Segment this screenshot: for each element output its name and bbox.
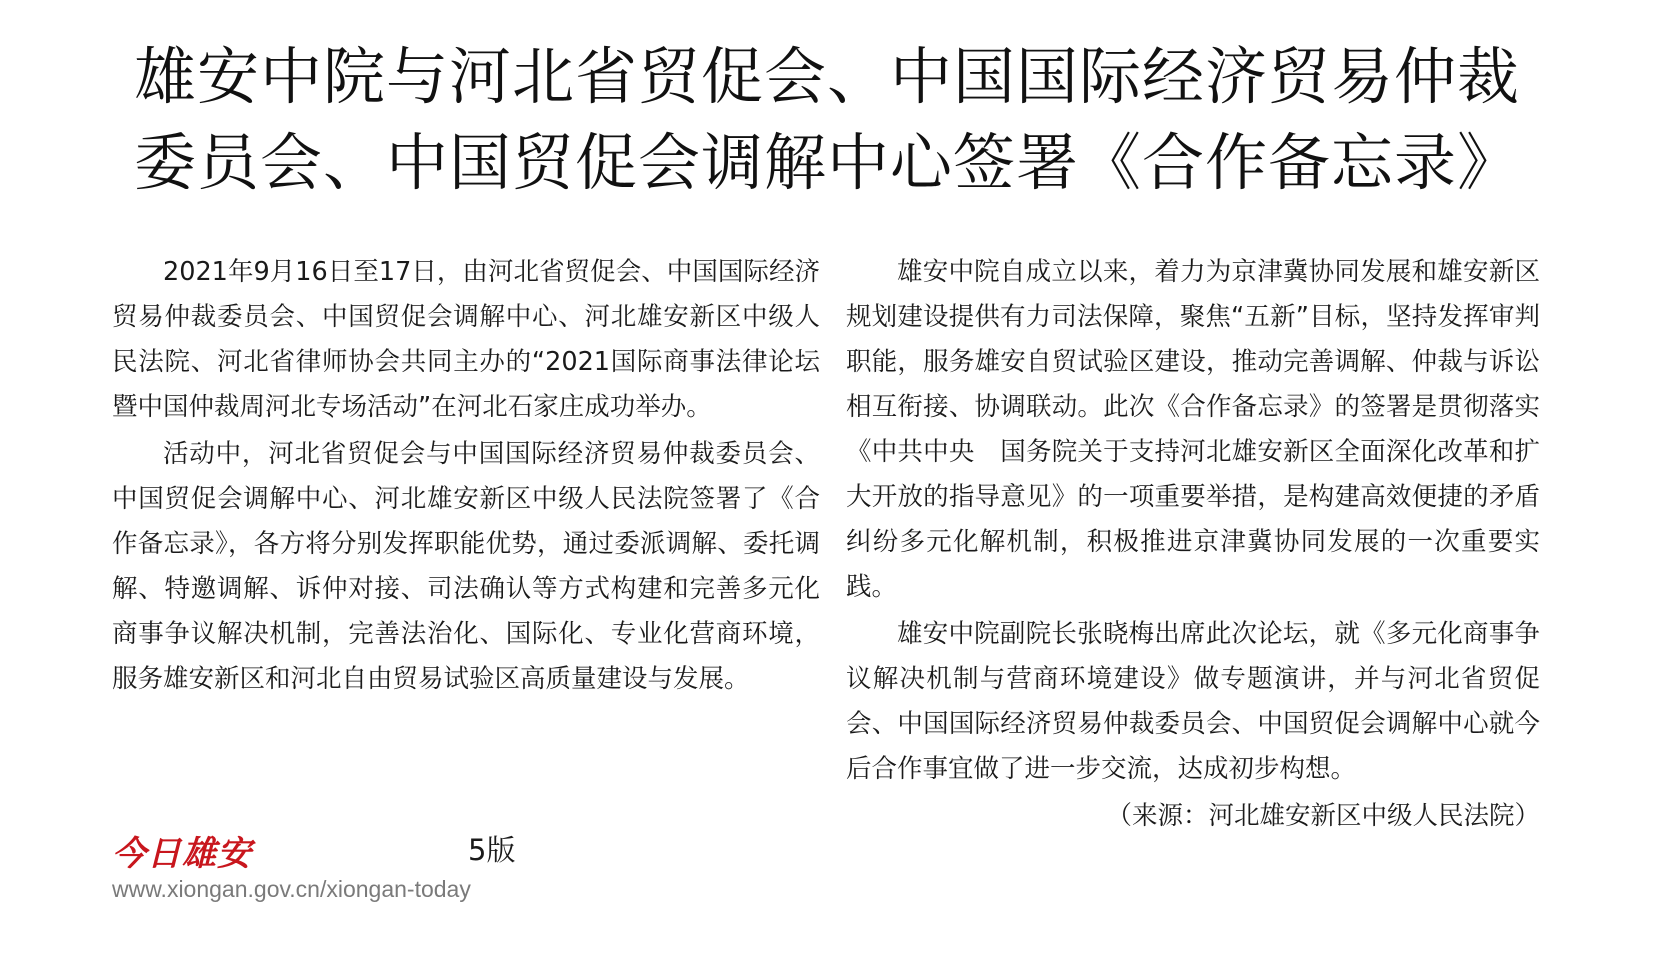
article-column-left xyxy=(112,250,820,704)
article-title-line-1: 雄安中院与河北省贸促会、中国国际经济贸易仲裁 xyxy=(133,40,1520,113)
site-url: www.xiongan.gov.cn/xiongan-today xyxy=(112,876,471,902)
article-column-right xyxy=(846,250,1540,841)
article-paragraph: 雄安中院自成立以来，着力为京津冀协同发展和雄安新区规划建设提供有力司法保障，聚焦“五新”目标，坚持发挥审判职能，服务雄安自贸试验区建设，推动完善调解、仲裁与诉讼相互衔接、协调联动。此次《合作备忘录》的签署是贯彻落实《中共中央 国务院关于支持河北雄安新区全面深化改革和扩大开放的指导意见》的一项重要举措，是构建高效便捷的矛盾纠纷多元化解机制，积极推进京津冀协同发展的一次重要实践。 xyxy=(846,257,1540,602)
article-source: （来源：河北雄安新区中级人民法院） xyxy=(1106,801,1540,831)
article-paragraph: 雄安中院副院长张晓梅出席此次论坛，就《多元化商事争议解决机制与营商环境建设》做专题演讲，并与河北省贸促会、中国国际经济贸易仲裁委员会、中国贸促会调解中心就今后合作事宜做了进一步交流，达成初步构想。 xyxy=(846,619,1540,784)
page-number: 5版 xyxy=(468,833,516,867)
article-title xyxy=(0,34,1654,206)
article-title-line-2: 委员会、中国贸促会调解中心签署《合作备忘录》 xyxy=(133,126,1520,199)
article-paragraph: 活动中，河北省贸促会与中国国际经济贸易仲裁委员会、中国贸促会调解中心、河北雄安新区中级人民法院签署了《合作备忘录》，各方将分别发挥职能优势，通过委派调解、委托调解、特邀调解、诉仲对接、司法确认等方式构建和完善多元化商事争议解决机制，完善法治化、国际化、专业化营商环境，服务雄安新区和河北自由贸易试验区高质量建设与发展。 xyxy=(112,439,820,694)
article-paragraph: 2021年9月16日至17日，由河北省贸促会、中国国际经济贸易仲裁委员会、中国贸促会调解中心、河北雄安新区中级人民法院、河北省律师协会共同主办的“2021国际商事法律论坛暨中国仲裁周河北专场活动”在河北石家庄成功举办。 xyxy=(112,257,820,422)
brand-logo: 今日雄安 xyxy=(112,834,252,874)
